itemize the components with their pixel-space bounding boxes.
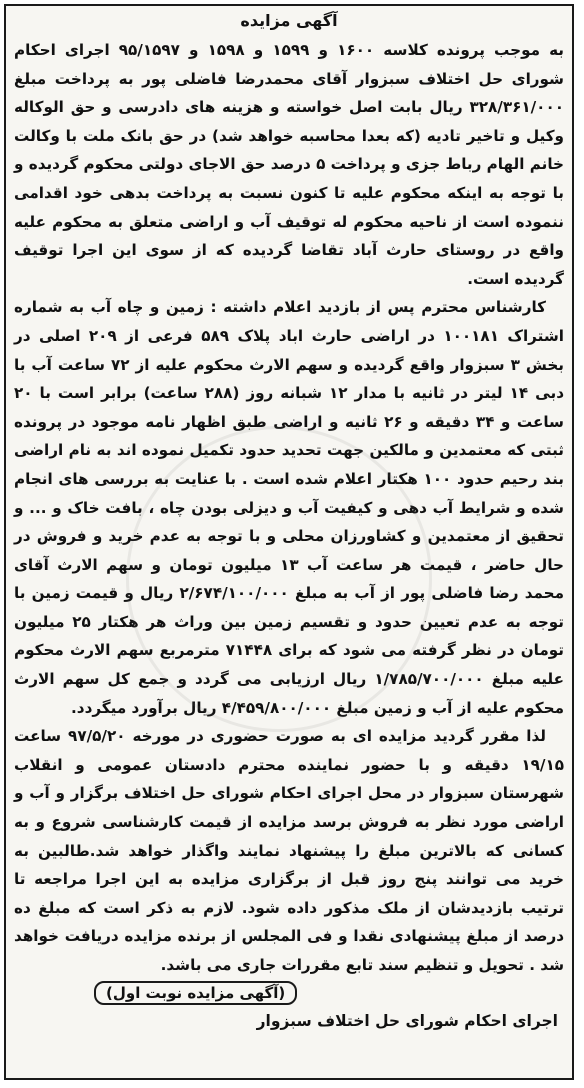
notice-paragraph-case: به موجب پرونده کلاسه ۱۶۰۰ و ۱۵۹۹ و ۱۵۹۸ و ۹۵/۱۵۹۷ اجرای احکام شورای حل اختلاف سبزوار آقای محمدرضا فاضلی پور به پرداخت مبلغ ۳۲۸/۳۶۱/۰۰۰ ریال بابت اصل خواسته و هزینه های دادرسی و حق الوکاله وکیل و تاخیر تادیه (که بعدا محاسبه خواهد شد) در حق بانک ملت با وکالت خانم الهام رباط جزی و پرداخت ۵ درصد حق الاجای دولتی محکوم گردیده و با توجه به اینکه محکوم علیه تا کنون نسبت به پرداخت بدهی خود اقدامی ننموده است از ناحیه محکوم له توقیف آب و اراضی متعلق به محکوم علیه واقع در روستای حارث آباد تقاضا گردیده که از سوی این اجرا توقیف گردیده است. <box>14 41 565 288</box>
notice-signature: اجرای احکام شورای حل اختلاف سبزوار <box>256 1011 558 1030</box>
notice-paragraph-appraisal: کارشناس محترم پس از بازدید اعلام داشته : زمین و چاه آب به شماره اشتراک ۱۰۰۱۸۱ در اراضی حارث اباد پلاک ۵۸۹ فرعی از ۲۰۹ اصلی در بخش ۳ سبزوار واقع گردیده و سهم الارث محکوم علیه از ۷۲ ساعت آب با دبی ۱۴ لیتر در ثانیه با مدار ۱۲ شبانه روز (۲۸۸ ساعت) برابر است با ۲۰ ساعت و ۳۴ دقیقه و ۲۶ ثانیه و اراضی طبق اظهار نامه موجود در پرونده ثبتی که معتمدین و مالکین جهت تحدید حدود تکمیل نموده اند به نام اراضی بند رحیم حدود ۱۰۰ هکتار اعلام شده است . با عنایت به بررسی های انجام شده و شرایط آب دهی و کیفیت آب و دیزلی بودن چاه ، بافت خاک و ... و تحقیق از معتمدین و کشاورزان محلی و با توجه به عدم خرید و فروش در حال حاضر ، قیمت هر ساعت آب ۱۳ میلیون تومان و سهم الارث آقای محمد رضا فاضلی پور از آب به مبلغ ۲/۶۷۴/۱۰۰/۰۰۰ ریال و قیمت زمین با توجه به عدم تعیین حدود و تقسیم زمین بین وراث هر هکتار ۲۵ میلیون تومان در نظر گرفته می شود که برای ۷۱۴۴۸ مترمربع سهم الارث محکوم علیه مبلغ ۱/۷۸۵/۷۰۰/۰۰۰ ریال ارزیابی می گردد و جمع کل سهم الارث محکوم علیه از آب و زمین مبلغ ۴/۴۵۹/۸۰۰/۰۰۰ ریال برآورد میگردد. <box>14 298 564 717</box>
notice-paragraph-auction: لذا مقرر گردید مزایده ای به صورت حضوری در مورخه ۹۷/۵/۲۰ ساعت ۱۹/۱۵ دقیقه و با حضور نماینده محترم دادستان عمومی و انقلاب شهرستان سبزوار در محل اجرای احکام شورای حل اختلاف برگزار و آب و اراضی مورد نظر به فروش برسد مزایده از قیمت کارشناسی شروع و به کسانی که بالاترین مبلغ را پیشنهاد نمایند واگذار خواهد شد.طالبین به خرید می توانند پنج روز قبل از برگزاری مزایده به این اجرا مراجعه تا ترتیب بازدیدشان از ملک مذکور داده شود. لازم به ذکر است که مبلغ ده درصد از مبلغ پیشنهادی نقدا و فی المجلس از برنده مزایده دریافت خواهد شد . تحویل و تنظیم سند تابع مقررات جاری می باشد. <box>14 727 564 974</box>
notice-note-row <box>14 980 564 1006</box>
notice-title: آگهی مزایده <box>240 11 338 30</box>
notice-round-label: (آگهی مزایده نوبت اول) <box>94 981 297 1005</box>
auction-notice <box>4 4 574 1080</box>
